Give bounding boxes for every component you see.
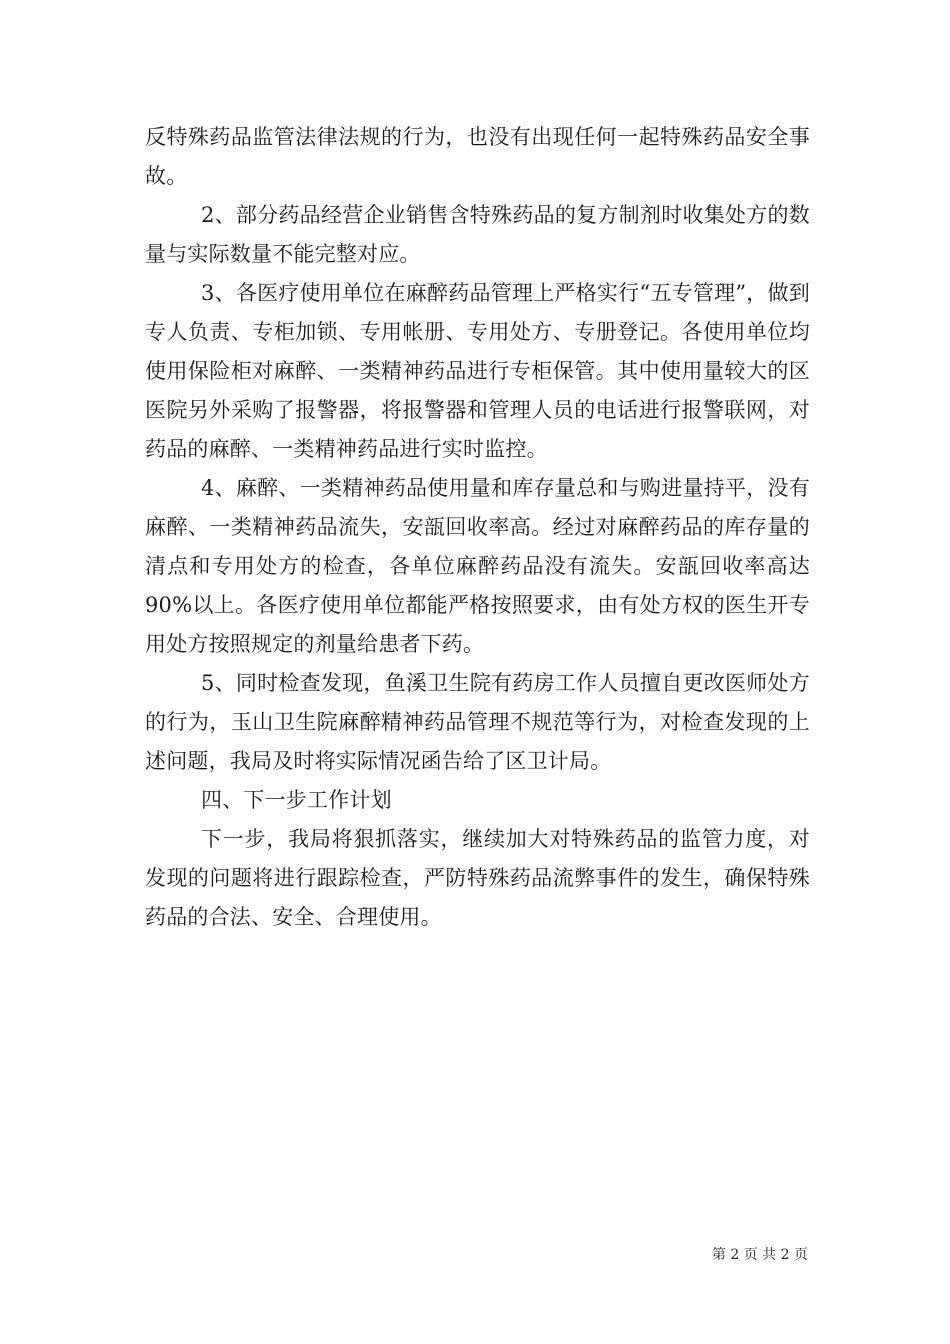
page-number-footer: 第 2 页 共 2 页 [711, 1247, 808, 1263]
paragraph-item-4: 4、麻醉、一类精神药品使用量和库存量总和与购进量持平，没有麻醉、一类精神药品流失，安瓿回收率高。经过对麻醉药品的库存量的清点和专用处方的检查，各单位麻醉药品没有流失。安瓿回收率高达90%以上。各医疗使用单位都能严格按照要求，由有处方权的医生开专用处方按照规定的剂量给患者下药。 [145, 476, 810, 656]
section-heading-next-steps: 四、下一步工作计划 [201, 788, 392, 812]
document-body [145, 118, 810, 937]
paragraph-item-5: 5、同时检查发现，鱼溪卫生院有药房工作人员擅自更改医师处方的行为，玉山卫生院麻醉精神药品管理不规范等行为，对检查发现的上述问题，我局及时将实际情况函告给了区卫计局。 [145, 671, 810, 773]
paragraph-continuation: 反特殊药品监管法律法规的行为，也没有出现任何一起特殊药品安全事故。 [145, 125, 810, 188]
paragraph-item-2: 2、部分药品经营企业销售含特殊药品的复方制剂时收集处方的数量与实际数量不能完整对应。 [145, 203, 810, 266]
paragraph-item-3: 3、各医疗使用单位在麻醉药品管理上严格实行“五专管理”，做到专人负责、专柜加锁、专用帐册、专用处方、专册登记。各使用单位均使用保险柜对麻醉、一类精神药品进行专柜保管。其中使用量较大的区医院另外采购了报警器，将报警器和管理人员的电话进行报警联网，对药品的麻醉、一类精神药品进行实时监控。 [145, 281, 810, 461]
paragraph-next-steps: 下一步，我局将狠抓落实，继续加大对特殊药品的监管力度，对发现的问题将进行跟踪检查，严防特殊药品流弊事件的发生，确保特殊药品的合法、安全、合理使用。 [145, 827, 810, 929]
